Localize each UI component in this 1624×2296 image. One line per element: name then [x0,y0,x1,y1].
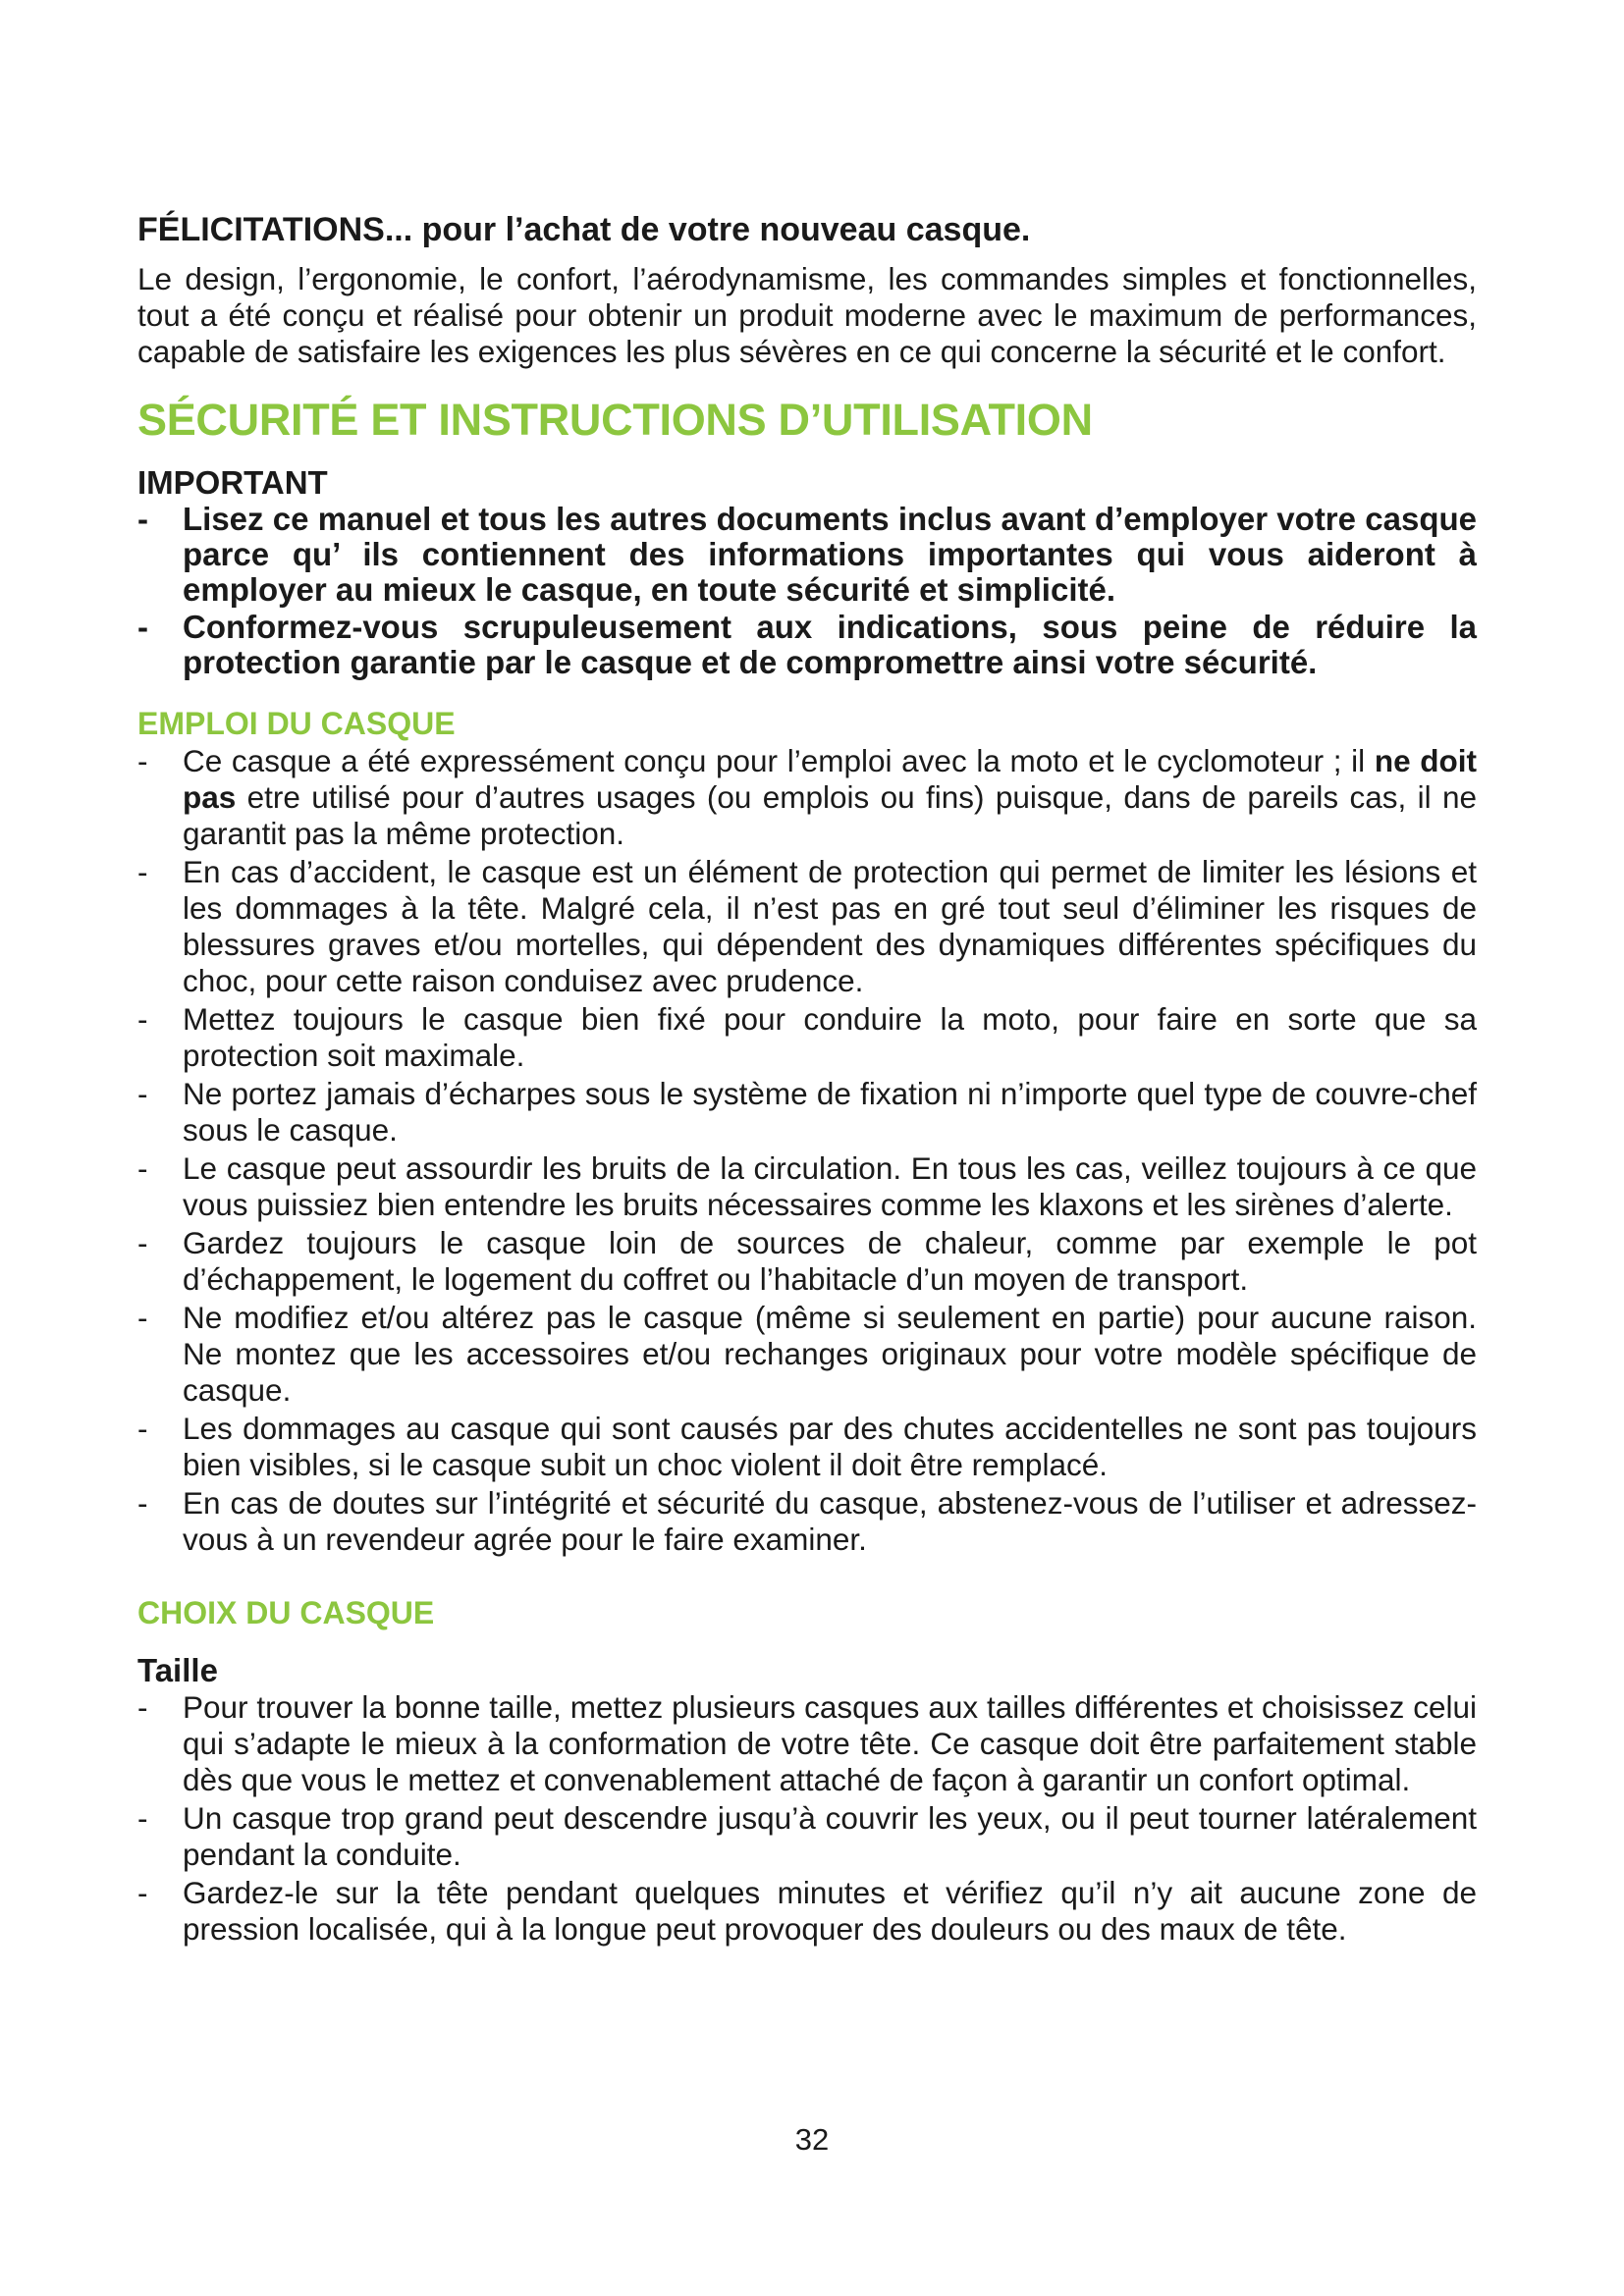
item-text: Ne modifiez et/ou altérez pas le casque (même si seulement en partie) pour aucune raison. Ne montez que les accessoires et/ou rechanges originaux pour votre modèle spécifique de casque. [183,1300,1477,1408]
list-item: - Ce casque a été expressément conçu pour l’emploi avec la moto et le cyclomoteur ; il ne doit pas etre utilisé pour d’autres usages (ou emplois ou fins) puisque, dans de pareils cas, il ne garantit pas la même protection. [137,743,1477,851]
list-item: - Lisez ce manuel et tous les autres documents inclus avant d’employer votre casque parce qu’ ils contiennent des informations importantes qui vous aideront à employer au mieux le casque, en toute sécurité et simplicité. [137,501,1477,608]
list-item: - Ne modifiez et/ou altérez pas le casque (même si seulement en partie) pour aucune raison. Ne montez que les accessoires et/ou rechanges originaux pour votre modèle spécifique de casque. [137,1300,1477,1408]
intro-paragraph: Le design, l’ergonomie, le confort, l’aérodynamisme, les commandes simples et fonctionnelles, tout a été conçu et réalisé pour obtenir un produit moderne avec le maximum de performances, capable de satisfaire les exigences les plus sévères en ce qui concerne la sécurité et le confort. [137,261,1477,369]
size-label: Taille [137,1652,218,1688]
item-text: En cas de doutes sur l’intégrité et sécurité du casque, abstenez-vous de l’utiliser et adressez-vous à un revendeur agrée pour le faire examiner. [183,1485,1477,1557]
item-text: Le casque peut assourdir les bruits de la circulation. En tous les cas, veillez toujours à ce que vous puissiez bien entendre les bruits nécessaires comme les klaxons et les sirènes d’alerte. [183,1150,1477,1222]
item-text: En cas d’accident, le casque est un élément de protection qui permet de limiter les lésions et les dommages à la tête. Malgré cela, il n’est pas en gré tout seul d’éliminer les risques de blessures graves et/ou mortelles, qui dépendent des dynamiques différentes spécifiques du choc, pour cette raison conduisez avec prudence. [183,854,1477,998]
item-text: Lisez ce manuel et tous les autres documents inclus avant d’employer votre casque parce qu’ ils contiennent des informations importantes qui vous aideront à employer au mieux le casque, en toute sécurité et simplicité. [183,501,1477,608]
list-item: - Ne portez jamais d’écharpes sous le système de fixation ni n’importe quel type de couvre-chef sous le casque. [137,1076,1477,1148]
list-item: - Gardez toujours le casque loin de sources de chaleur, comme par exemple le pot d’échappement, le logement du coffret ou l’habitacle d’un moyen de transport. [137,1225,1477,1297]
item-text: Mettez toujours le casque bien fixé pour conduire la moto, pour faire en sorte que sa protection soit maximale. [183,1001,1477,1073]
item-text: Ne portez jamais d’écharpes sous le système de fixation ni n’importe quel type de couvre-chef sous le casque. [183,1076,1477,1148]
list-item: - Mettez toujours le casque bien fixé pour conduire la moto, pour faire en sorte que sa protection soit maximale. [137,1001,1477,1073]
list-item: - Conformez-vous scrupuleusement aux indications, sous peine de réduire la protection garantie par le casque et de compromettre ainsi votre sécurité. [137,609,1477,680]
item-text: Gardez toujours le casque loin de sources de chaleur, comme par exemple le pot d’échappement, le logement du coffret ou l’habitacle d’un moyen de transport. [183,1225,1477,1297]
subsection-title-usage: EMPLOI DU CASQUE [137,706,456,741]
item-text: Pour trouver la bonne taille, mettez plusieurs casques aux tailles différentes et choisissez celui qui s’adapte le mieux à la conformation de votre tête. Ce casque doit être parfaitement stable dès que vous le mettez et convenablement attaché de façon à garantir un confort optimal. [183,1689,1477,1797]
size-list [137,1689,1477,1948]
intro-title: FÉLICITATIONS... pour l’achat de votre nouveau casque. [137,211,1031,248]
usage-list [137,743,1477,1558]
section-title-safety: SÉCURITÉ ET INSTRUCTIONS D’UTILISATION [137,395,1093,445]
list-item: - Pour trouver la bonne taille, mettez plusieurs casques aux tailles différentes et choisissez celui qui s’adapte le mieux à la conformation de votre tête. Ce casque doit être parfaitement stable dès que vous le mettez et convenablement attaché de façon à garantir un confort optimal. [137,1689,1477,1797]
subsection-title-choice: CHOIX DU CASQUE [137,1595,435,1630]
list-item: - Le casque peut assourdir les bruits de la circulation. En tous les cas, veillez toujours à ce que vous puissiez bien entendre les bruits nécessaires comme les klaxons et les sirènes d’alerte. [137,1150,1477,1222]
item-text: Un casque trop grand peut descendre jusqu’à couvrir les yeux, ou il peut tourner latéralement pendant la conduite. [183,1800,1477,1872]
list-item: - Les dommages au casque qui sont causés par des chutes accidentelles ne sont pas toujours bien visibles, si le casque subit un choc violent il doit être remplacé. [137,1411,1477,1482]
list-item: - Gardez-le sur la tête pendant quelques minutes et vérifiez qu’il n’y ait aucune zone de pression localisée, qui à la longue peut provoquer des douleurs ou des maux de tête. [137,1875,1477,1947]
list-item: - Un casque trop grand peut descendre jusqu’à couvrir les yeux, ou il peut tourner latéralement pendant la conduite. [137,1800,1477,1872]
list-item: - En cas d’accident, le casque est un élément de protection qui permet de limiter les lésions et les dommages à la tête. Malgré cela, il n’est pas en gré tout seul d’éliminer les risques de blessures graves et/ou mortelles, qui dépendent des dynamiques différentes spécifiques du choc, pour cette raison conduisez avec prudence. [137,854,1477,998]
item-emphasis: ne doit pas [183,743,1477,815]
item-text: Conformez-vous scrupuleusement aux indications, sous peine de réduire la protection garantie par le casque et de compromettre ainsi votre sécurité. [183,609,1477,680]
item-text: Gardez-le sur la tête pendant quelques minutes et vérifiez qu’il n’y ait aucune zone de pression localisée, qui à la longue peut provoquer des douleurs ou des maux de tête. [183,1875,1477,1947]
important-list [137,502,1477,680]
page-number: 32 [794,2122,830,2157]
item-text: Les dommages au casque qui sont causés par des chutes accidentelles ne sont pas toujours bien visibles, si le casque subit un choc violent il doit être remplacé. [183,1411,1477,1482]
item-text: Ce casque a été expressément conçu pour l’emploi avec la moto et le cyclomoteur ; il [183,743,1375,778]
list-item: - En cas de doutes sur l’intégrité et sécurité du casque, abstenez-vous de l’utiliser et adressez-vous à un revendeur agrée pour le faire examiner. [137,1485,1477,1557]
item-text: etre utilisé pour d’autres usages (ou emplois ou fins) puisque, dans de pareils cas, il ne garantit pas la même protection. [183,779,1477,851]
important-label: IMPORTANT [137,464,328,501]
